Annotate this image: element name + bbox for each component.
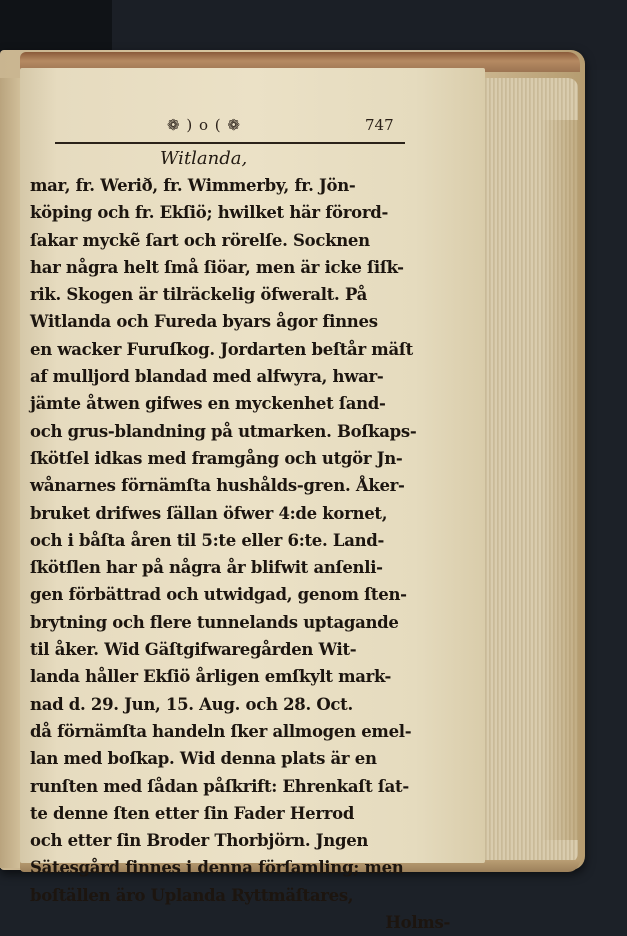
text-line: och etter ſin Broder Thorbjörn. Jngen (30, 831, 369, 851)
text-line: en wacker Furuſkog. Jordarten beſtår mäſt (30, 339, 413, 359)
page-number: 747 (365, 116, 394, 134)
text-line: landa håller Ekſiö årligen emſkylt mark- (30, 667, 392, 687)
page-header (55, 116, 465, 138)
text-line: bruket drifwes ſällan öfwer 4:de kornet, (30, 503, 388, 523)
text-line: jämte åtwen gifwes en myckenhet ſand- (30, 394, 386, 414)
text-line: wånarnes förnämſta hushålds-gren. Åker- (30, 476, 405, 496)
text-line: ſkötſel idkas med framgång och utgör Jn- (30, 448, 403, 468)
text-line: lan med boſkap. Wid denna plats är en (30, 749, 377, 769)
text-line: te denne ſten etter ſin Fader Herrod (30, 803, 355, 823)
text-line: har några helt ſmå ſiöar, men är icke ſiſk- (30, 257, 404, 277)
running-title: Witlanda, (160, 148, 248, 169)
text-line: ſakar myckẽ ſart och rörelſe. Socknen (30, 230, 370, 250)
text-line: Holms- (385, 913, 450, 933)
text-line: af mulljord blandad med alfwyra, hwar- (30, 367, 384, 387)
text-line: då förnämſta handeln ſker allmogen emel- (30, 721, 412, 741)
text-line: och grus-blandning på utmarken. Boſkaps- (30, 421, 417, 441)
text-line: nad d. 29. Jun, 15. Aug. och 28. Oct. (30, 694, 353, 714)
body-text (30, 172, 450, 936)
text-line: köping och fr. Ekſiö; hwilket här förord- (30, 203, 389, 223)
text-line: Sätesgård finnes i denna förſamling; men (30, 858, 404, 878)
text-line: gen förbättrad och utwidgad, genom ſten- (30, 585, 407, 605)
header-ornament: ❁ ) o ( ❁ (167, 116, 241, 134)
page-stack-shadow (540, 120, 578, 840)
text-line: mar, fr. Werið, fr. Wimmerby, fr. Jön- (30, 176, 356, 195)
text-line: Witlanda och Fureda byars ågor finnes (30, 312, 378, 332)
header-rule (55, 142, 405, 144)
text-line: brytning och flere tunnelands uptagande (30, 612, 399, 632)
text-line: til åker. Wid Gäſtgifwaregården Wit- (30, 640, 357, 660)
text-line: boſtällen äro Uplanda Ryttmäſtares, (30, 885, 354, 905)
facing-page-edge (0, 78, 22, 868)
text-line: rik. Skogen är tilräckelig öfweralt. På (30, 285, 367, 305)
text-line: ſkötſlen har på några år blifwit anſenli- (30, 558, 383, 578)
text-line: runſten med ſådan påſkrift: Ehrenkaſt ſat- (30, 776, 409, 796)
text-line: och i båſta åren til 5:te eller 6:te. Land- (30, 530, 385, 550)
